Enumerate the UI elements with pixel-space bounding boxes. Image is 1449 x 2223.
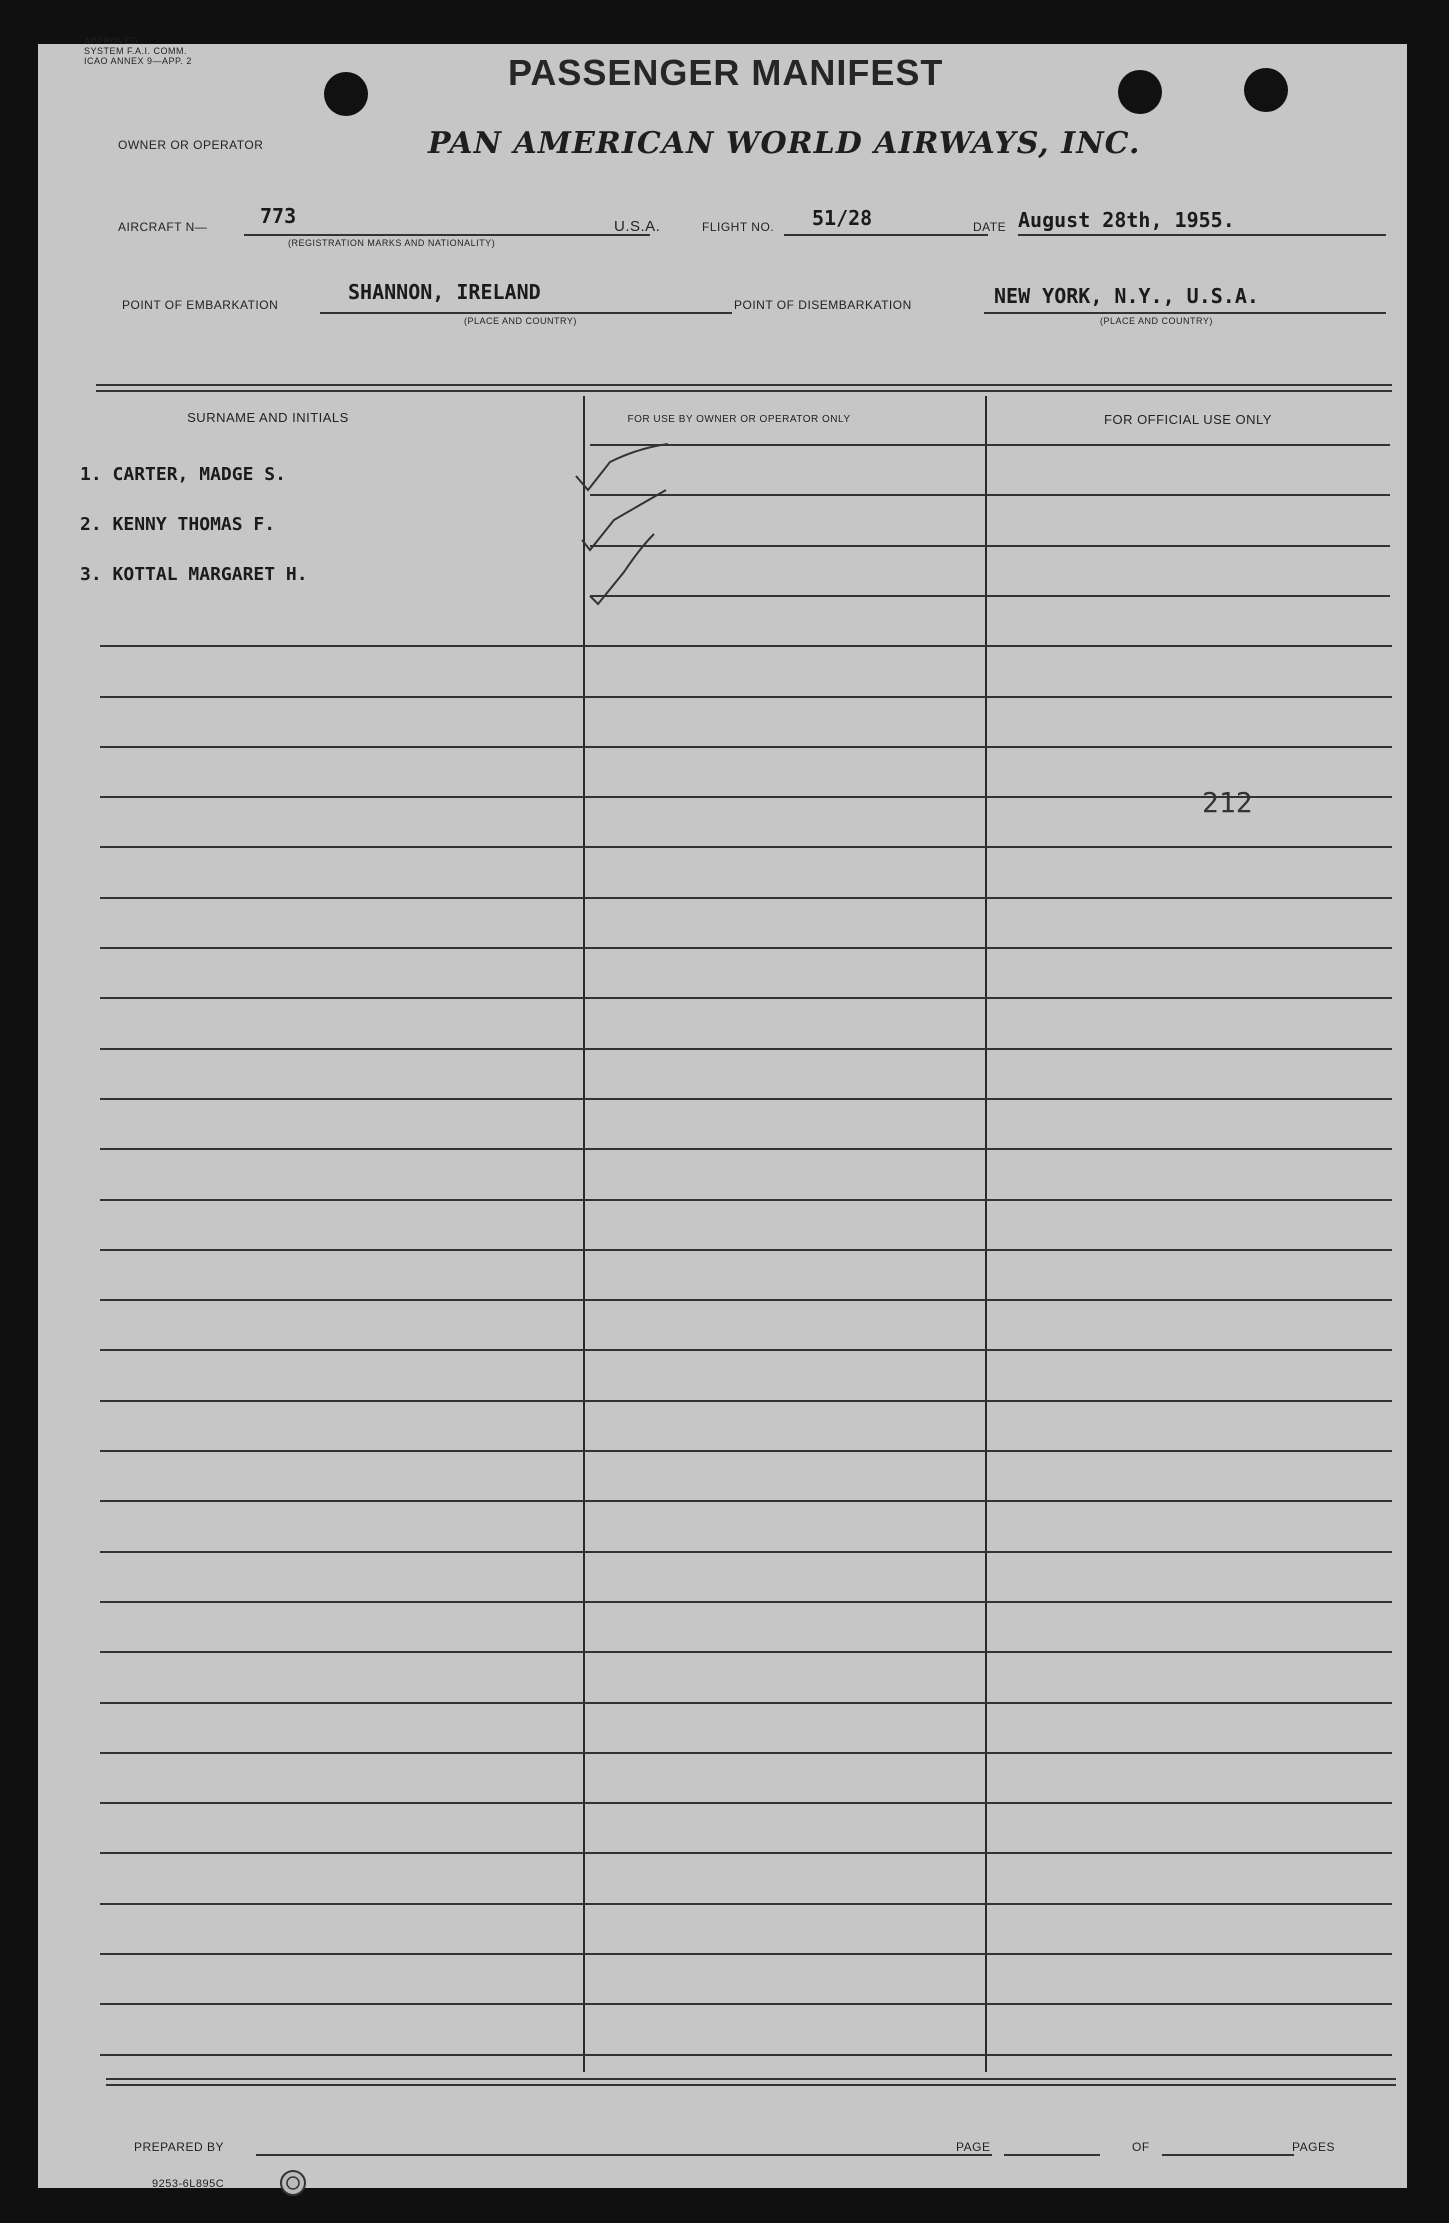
- row-rule: [100, 1299, 1392, 1301]
- embark-sub: (PLACE AND COUNTRY): [464, 316, 577, 326]
- col-header-official: FOR OFFICIAL USE ONLY: [1104, 412, 1272, 427]
- col-header-operator: FOR USE BY OWNER OR OPERATOR ONLY: [627, 414, 851, 425]
- prepared-underline: [256, 2154, 992, 2156]
- prepared-label: PREPARED BY: [134, 2140, 224, 2154]
- page-title: PASSENGER MANIFEST: [508, 52, 944, 93]
- page-underline: [1004, 2154, 1100, 2156]
- date-label: DATE: [973, 220, 1007, 234]
- union-label-icon: [278, 2168, 308, 2198]
- row-rule: [100, 1903, 1392, 1905]
- disembark-label: POINT OF DISEMBARKATION: [734, 298, 912, 312]
- approval-line-1: APPROVED: [84, 36, 139, 46]
- aircraft-value: 773: [260, 204, 297, 228]
- row-rule: [100, 1651, 1392, 1653]
- row-rule: [100, 645, 1392, 647]
- row-rule: [100, 1702, 1392, 1704]
- passenger-name: CARTER, MADGE S.: [112, 464, 286, 485]
- passenger-name: KOTTAL MARGARET H.: [112, 564, 308, 585]
- row-rule: [100, 2003, 1392, 2005]
- aircraft-label: AIRCRAFT N—: [118, 220, 208, 234]
- row-rule: [100, 897, 1392, 899]
- approval-block: [84, 36, 192, 66]
- passenger-name: KENNY THOMAS F.: [112, 514, 276, 535]
- manifest-sheet: [38, 36, 1407, 2190]
- column-divider-1: [583, 396, 585, 2072]
- flight-value: 51/28: [812, 206, 873, 230]
- approval-line-2: SYSTEM F.A.I. COMM.: [84, 46, 188, 56]
- passenger-row-1: [80, 464, 286, 485]
- row-rule: [100, 1098, 1392, 1100]
- punch-hole-far-right: [1244, 68, 1288, 112]
- row-rule: [100, 1953, 1392, 1955]
- table-bottom-rule-2: [106, 2084, 1396, 2086]
- row-rule: [100, 696, 1392, 698]
- check-mark-3: [590, 534, 654, 604]
- row-rule: [100, 1802, 1392, 1804]
- row-rule: [100, 1551, 1392, 1553]
- passenger-number: 1.: [80, 464, 102, 485]
- embark-value: SHANNON, IRELAND: [348, 280, 541, 304]
- disembark-sub: (PLACE AND COUNTRY): [1100, 316, 1213, 326]
- flight-label: FLIGHT NO.: [702, 220, 775, 234]
- embark-underline: [320, 312, 732, 314]
- col-header-surname: SURNAME AND INITIALS: [187, 410, 349, 425]
- official-note: 212: [1202, 786, 1253, 819]
- passenger-number: 2.: [80, 514, 102, 535]
- usa-label: U.S.A.: [614, 218, 661, 235]
- punch-hole-left: [324, 72, 368, 116]
- table-bottom-rule-1: [106, 2078, 1396, 2080]
- passenger-row-2: [80, 514, 275, 535]
- form-code: 9253-6L895C: [152, 2178, 225, 2190]
- approval-line-3: ICAO ANNEX 9—APP. 2: [84, 56, 192, 66]
- row-rule: [100, 947, 1392, 949]
- row-rule: [100, 1249, 1392, 1251]
- row-rule: [100, 997, 1392, 999]
- row-rule: [100, 1752, 1392, 1754]
- punch-hole-right: [1118, 70, 1162, 114]
- of-underline: [1162, 2154, 1294, 2156]
- column-divider-2: [985, 396, 987, 2072]
- row-rule: [100, 1048, 1392, 1050]
- passenger-number: 3.: [80, 564, 102, 585]
- date-underline: [1018, 234, 1386, 236]
- row-rule: [100, 1199, 1392, 1201]
- aircraft-sub: (REGISTRATION MARKS AND NATIONALITY): [288, 238, 496, 248]
- owner-value: PAN AMERICAN WORLD AIRWAYS, INC.: [428, 126, 1141, 161]
- check-marks: [528, 424, 718, 634]
- row-rule: [100, 1500, 1392, 1502]
- check-mark-2: [582, 490, 666, 550]
- row-rule: [100, 1450, 1392, 1452]
- disembark-underline: [984, 312, 1386, 314]
- row-rule: [100, 796, 1392, 798]
- row-rule: [100, 1349, 1392, 1351]
- row-rule: [100, 1852, 1392, 1854]
- check-mark-1: [576, 444, 668, 490]
- row-rule: [100, 846, 1392, 848]
- table-top-rule-1: [96, 384, 1392, 386]
- flight-underline: [784, 234, 988, 236]
- pages-label: PAGES: [1292, 2140, 1335, 2154]
- table-top-rule-2: [96, 390, 1392, 392]
- row-rule: [100, 746, 1392, 748]
- row-rule: [100, 2054, 1392, 2056]
- passenger-row-3: [80, 564, 308, 585]
- row-rule: [100, 1148, 1392, 1150]
- row-rule: [100, 1400, 1392, 1402]
- date-value: August 28th, 1955.: [1018, 208, 1235, 232]
- disembark-value: NEW YORK, N.Y., U.S.A.: [994, 284, 1259, 308]
- page-label: PAGE: [956, 2140, 991, 2154]
- aircraft-underline: [244, 234, 650, 236]
- row-rule: [100, 1601, 1392, 1603]
- owner-label: OWNER OR OPERATOR: [118, 138, 264, 152]
- embark-label: POINT OF EMBARKATION: [122, 298, 279, 312]
- of-label: OF: [1132, 2140, 1150, 2154]
